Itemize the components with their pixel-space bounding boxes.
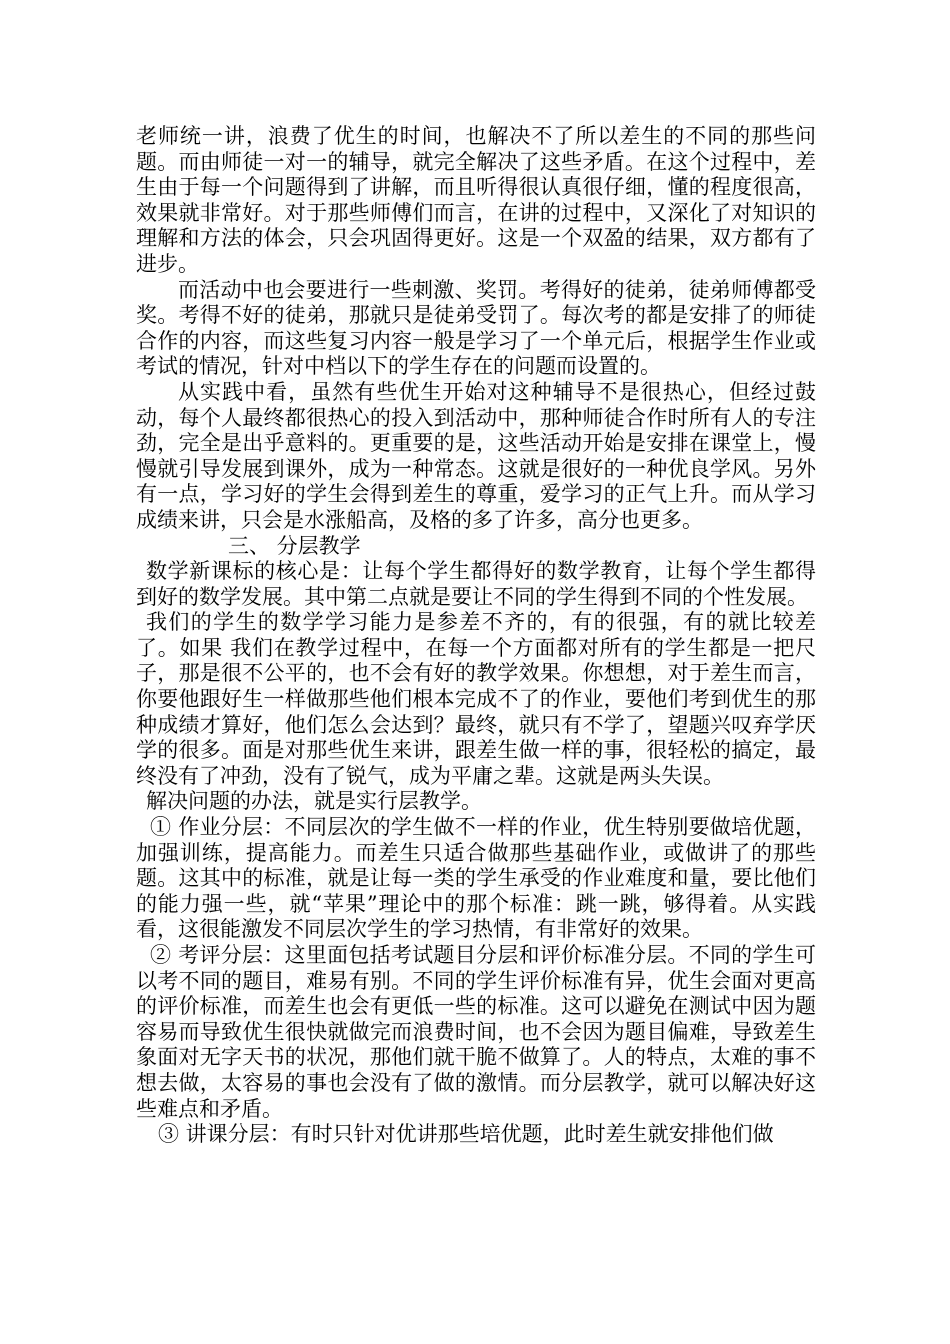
paragraph-2: 而活动中也会要进行一些刺激、奖罚。考得好的徒弟，徒弟师傅都受奖。考得不好的徒弟，那就只是徒弟受罚了。每次考的都是安排了的师徒合作的内容，而这些复习内容一般是学习了一个单元后，根据学生作业或考试的情况，针对中档以下的学生存在的问题而设置的。 [136,277,816,379]
paragraph-6: 解决问题的办法，就是实行层教学。 [146,789,482,814]
paragraph-4: 数学新课标的核心是：让每个学生都得好的数学教育，让每个学生都得到好的数学发展。其中第二点就是要让不同的学生得到不同的个性发展。 [136,559,816,609]
paragraph-1: 老师统一讲，浪费了优生的时间，也解决不了所以差生的不同的那些问题。而由师徒一对一的辅导，就完全解决了这些矛盾。在这个过程中，差生由于每一个问题得到了讲解，而且听得很认真很仔细，懂的程度很高，效果就非常好。对于那些师傅们而言，在讲的过程中，又深化了对知识的理解和方法的体会，只会巩固得更好。这是一个双盈的结果，双方都有了进步。 [136,124,816,276]
paragraph-3: 从实践中看，虽然有些优生开始对这种辅导不是很热心，但经过鼓动，每个人最终都很热心的投入到活动中，那种师徒合作时所有人的专注劲，完全是出乎意料的。更重要的是，这些活动开始是安排在课堂上，慢慢就引导发展到课外，成为一种常态。这就是很好的一种优良学风。另外有一点，学习好的学生会得到差生的尊重，爱学习的正气上升。而从学习成绩来讲，只会是水涨船高，及格的多了许多，高分也更多。 [136,379,816,532]
list-item-2: ② 考评分层：这里面包括考试题目分层和评价标准分层。不同的学生可以考不同的题目，难易有别。不同的学生评价标准有异，优生会面对更高的评价标准，而差生也会有更低一些的标准。这可以避免在测试中因为题容易而导致优生很快就做完而浪费时间，也不会因为题目偏难，导致差生象面对无字天书的状况，那他们就干脆不做算了。人的特点，太难的事不想去做，太容易的事也会没有了做的激情。而分层教学，就可以解决好这些难点和矛盾。 [136,943,816,1121]
paragraph-5: 我们的学生的数学学习能力是参差不齐的，有的很强，有的就比较差了。如果 我们在教学过程中，在每一个方面都对所有的学生都是一把尺子，那是很不公平的，也不会有好的教学效果。你想想，对于差生而言，你要他跟好生一样做那些他们根本完成不了的作业，要他们考到优生的那种成绩才算好，他们怎么会达到？最终，就只有不学了，望题兴叹弃学厌学的很多。面是对那些优生来讲，跟差生做一样的事，很轻松的搞定，最终没有了冲劲，没有了锐气，成为平庸之辈。这就是两头失误。 [136,610,816,788]
list-item-3: ③ 讲课分层：有时只针对优讲那些培优题，此时差生就安排他们做 [158,1122,774,1147]
section-heading: 三、 分层教学 [228,533,361,558]
document-body [136,124,816,1148]
list-item-1: ① 作业分层：不同层次的学生做不一样的作业，优生特别要做培优题，加强训练，提高能力。而差生只适合做那些基础作业，或做讲了的那些题。这其中的标准，就是让每一类的学生承受的作业难度和量，要比他们的能力强一些，就“苹果”理论中的那个标准：跳一跳，够得着。从实践看，这很能激发不同层次学生的学习热情，有非常好的效果。 [136,815,816,942]
